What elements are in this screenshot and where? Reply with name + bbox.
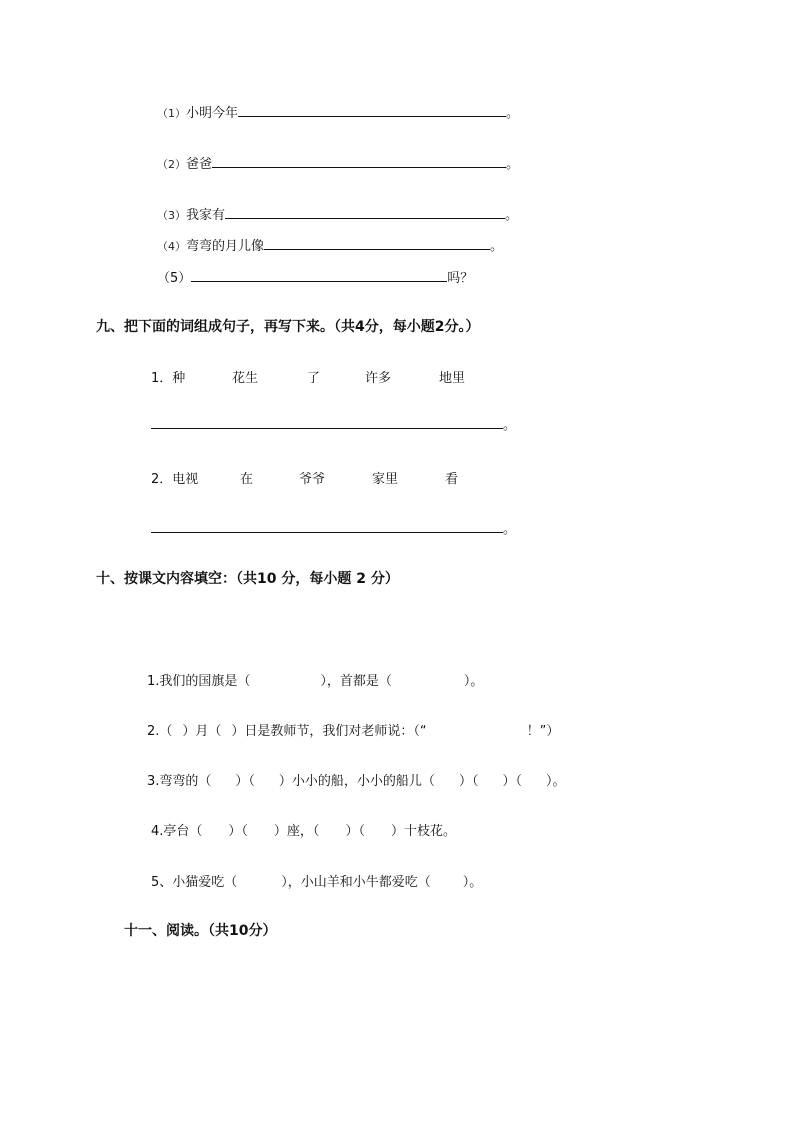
q9-2-word: 家里 bbox=[372, 472, 399, 487]
q9-1-label: 1．种 bbox=[151, 371, 186, 386]
item-prompt: 弯弯的月儿像 bbox=[186, 239, 265, 254]
q10-4-text-c: ）座，（ bbox=[273, 824, 320, 839]
q10-3 bbox=[147, 770, 565, 789]
q9-2-word: 爷爷 bbox=[299, 472, 326, 487]
q10-3-text-a: 3.弯弯的（ bbox=[147, 774, 212, 789]
q10-2-text-a: 2.（ bbox=[147, 724, 173, 739]
q10-4-text-e: ）十枝花。 bbox=[390, 824, 456, 839]
q10-5-text-a: 5、小猫爱吃（ bbox=[151, 875, 238, 890]
q9-1-word: 了 bbox=[307, 371, 321, 386]
q9-1-word: 花生 bbox=[232, 371, 259, 386]
item-end: 。 bbox=[505, 208, 519, 223]
fill-item-3 bbox=[157, 204, 518, 223]
item-prompt: 小明今年 bbox=[186, 106, 239, 121]
q9-2-label: 2．电视 bbox=[151, 472, 199, 487]
answer-line[interactable] bbox=[225, 204, 505, 219]
q10-4 bbox=[151, 820, 456, 839]
q10-1-text-c: ）。 bbox=[463, 674, 484, 689]
q10-4-text-a: 4.亭台（ bbox=[151, 824, 203, 839]
item-end: 。 bbox=[490, 239, 504, 254]
section-10-heading: 十、按课文内容填空：（共10 分，每小题 2 分） bbox=[96, 571, 399, 587]
q10-1 bbox=[147, 670, 483, 689]
q10-4-text-b: ）（ bbox=[228, 824, 248, 839]
item-number: （5） bbox=[157, 271, 192, 286]
q10-4-text-d: ）（ bbox=[345, 824, 365, 839]
q10-2 bbox=[147, 720, 559, 739]
q10-3-text-e: ）（ bbox=[502, 774, 522, 789]
item-number: （1） bbox=[157, 107, 186, 120]
item-prompt: 我家有 bbox=[186, 208, 226, 223]
item-number: （3） bbox=[157, 209, 186, 222]
q9-2-word: 看 bbox=[445, 472, 459, 487]
item-end: 。 bbox=[506, 106, 520, 121]
section-11-heading: 十一、阅读。（共10分） bbox=[124, 923, 277, 939]
item-end: 吗？ bbox=[447, 271, 474, 286]
q10-3-text-d: ）（ bbox=[458, 774, 479, 789]
answer-line[interactable] bbox=[238, 102, 506, 117]
item-end: 。 bbox=[506, 157, 520, 172]
q10-3-text-b: ）（ bbox=[235, 774, 255, 789]
answer-line[interactable] bbox=[151, 414, 503, 429]
answer-line[interactable] bbox=[212, 153, 506, 168]
q9-1-word: 许多 bbox=[365, 371, 392, 386]
q10-2-text-b: ）月（ bbox=[182, 724, 222, 739]
q9-1-word: 地里 bbox=[439, 371, 466, 386]
section-9-heading: 九、把下面的词组成句子，再写下来。（共4分，每小题2分。） bbox=[96, 319, 480, 335]
fill-item-5 bbox=[157, 267, 473, 286]
q10-3-text-f: ）。 bbox=[545, 774, 566, 789]
q10-3-text-c: ）小小的船，小小的船儿（ bbox=[278, 774, 435, 789]
fill-item-1 bbox=[157, 102, 519, 121]
item-number: （2） bbox=[157, 158, 186, 171]
answer-line[interactable] bbox=[191, 267, 447, 282]
answer-line[interactable] bbox=[264, 235, 490, 250]
q10-5-text-b: ），小山羊和小牛都爱吃（ bbox=[281, 875, 431, 890]
item-number: （4） bbox=[157, 240, 186, 253]
q10-5-text-c: ）。 bbox=[462, 875, 483, 890]
fill-item-4 bbox=[157, 235, 503, 254]
q9-2-answer-row bbox=[151, 518, 516, 537]
answer-line[interactable] bbox=[151, 518, 503, 533]
answer-end: 。 bbox=[503, 418, 517, 433]
item-prompt: 爸爸 bbox=[186, 157, 213, 172]
fill-item-2 bbox=[157, 153, 519, 172]
q10-1-text-b: ），首都是（ bbox=[320, 674, 392, 689]
q10-5 bbox=[151, 871, 482, 890]
q9-2-word: 在 bbox=[240, 472, 254, 487]
q9-1-answer-row bbox=[151, 414, 516, 433]
q10-2-text-c: ）日是教师节，我们对老师说：（“ bbox=[231, 724, 427, 739]
q10-1-text-a: 1.我们的国旗是（ bbox=[147, 674, 251, 689]
answer-end: 。 bbox=[503, 522, 517, 537]
q10-2-text-d: ！”） bbox=[526, 724, 560, 739]
